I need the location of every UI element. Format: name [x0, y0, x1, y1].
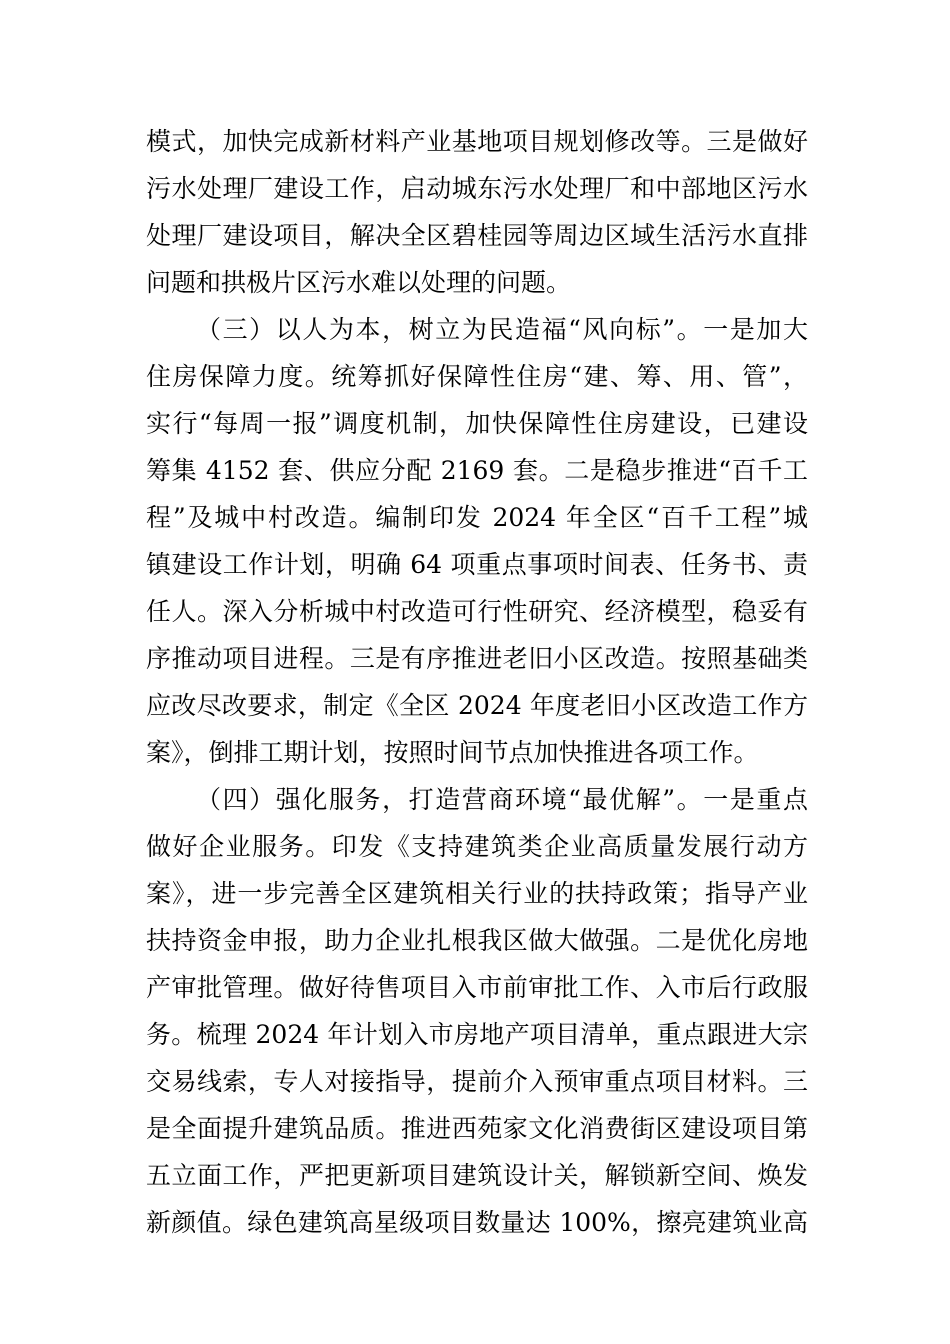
text-line: 模式，加快完成新材料产业基地项目规划修改等。三是做好 [146, 127, 808, 156]
text-line: 新颜值。绿色建筑高星级项目数量达 100%，擦亮建筑业高 [146, 1208, 808, 1237]
text-line: 五立面工作，严把更新项目建筑设计关，解锁新空间、焕发 [146, 1161, 808, 1190]
text-line: 案》，倒排工期计划，按照时间节点加快推进各项工作。 [146, 738, 759, 767]
text-line: 任人。深入分析城中村改造可行性研究、经济模型，稳妥有 [146, 597, 808, 626]
text-line: 是全面提升建筑品质。推进西苑家文化消费街区建设项目第 [146, 1114, 808, 1143]
text-line: 做好企业服务。印发《支持建筑类企业高质量发展行动方 [146, 832, 808, 861]
paragraph-first-line: （三）以人为本，树立为民造福“风向标”。一是加大 [196, 315, 808, 344]
text-line: 筹集 4152 套、供应分配 2169 套。二是稳步推进“百千工 [146, 456, 808, 485]
text-line: 镇建设工作计划，明确 64 项重点事项时间表、任务书、责 [146, 550, 808, 579]
text-line: 交易线索，专人对接指导，提前介入预审重点项目材料。三 [146, 1067, 808, 1096]
text-line: 程”及城中村改造。编制印发 2024 年全区“百千工程”城 [146, 503, 808, 532]
body-text [146, 118, 808, 1246]
text-line: 实行“每周一报”调度机制，加快保障性住房建设，已建设 [146, 409, 808, 438]
text-line: 住房保障力度。统筹抓好保障性住房“建、筹、用、管”， [146, 362, 808, 391]
text-line: 务。梳理 2024 年计划入市房地产项目清单，重点跟进大宗 [146, 1020, 808, 1049]
text-line: 产审批管理。做好待售项目入市前审批工作、入市后行政服 [146, 973, 808, 1002]
text-line: 问题和拱极片区污水难以处理的问题。 [146, 268, 572, 297]
text-line: 序推动项目进程。三是有序推进老旧小区改造。按照基础类 [146, 644, 808, 673]
text-line: 污水处理厂建设工作，启动城东污水处理厂和中部地区污水 [146, 174, 808, 203]
text-line: 扶持资金申报，助力企业扎根我区做大做强。二是优化房地 [146, 926, 808, 955]
paragraph-first-line: （四）强化服务，打造营商环境“最优解”。一是重点 [196, 785, 808, 814]
text-line: 应改尽改要求，制定《全区 2024 年度老旧小区改造工作方 [146, 691, 808, 720]
text-line: 案》，进一步完善全区建筑相关行业的扶持政策；指导产业 [146, 879, 808, 908]
text-line: 处理厂建设项目，解决全区碧桂园等周边区域生活污水直排 [146, 221, 808, 250]
